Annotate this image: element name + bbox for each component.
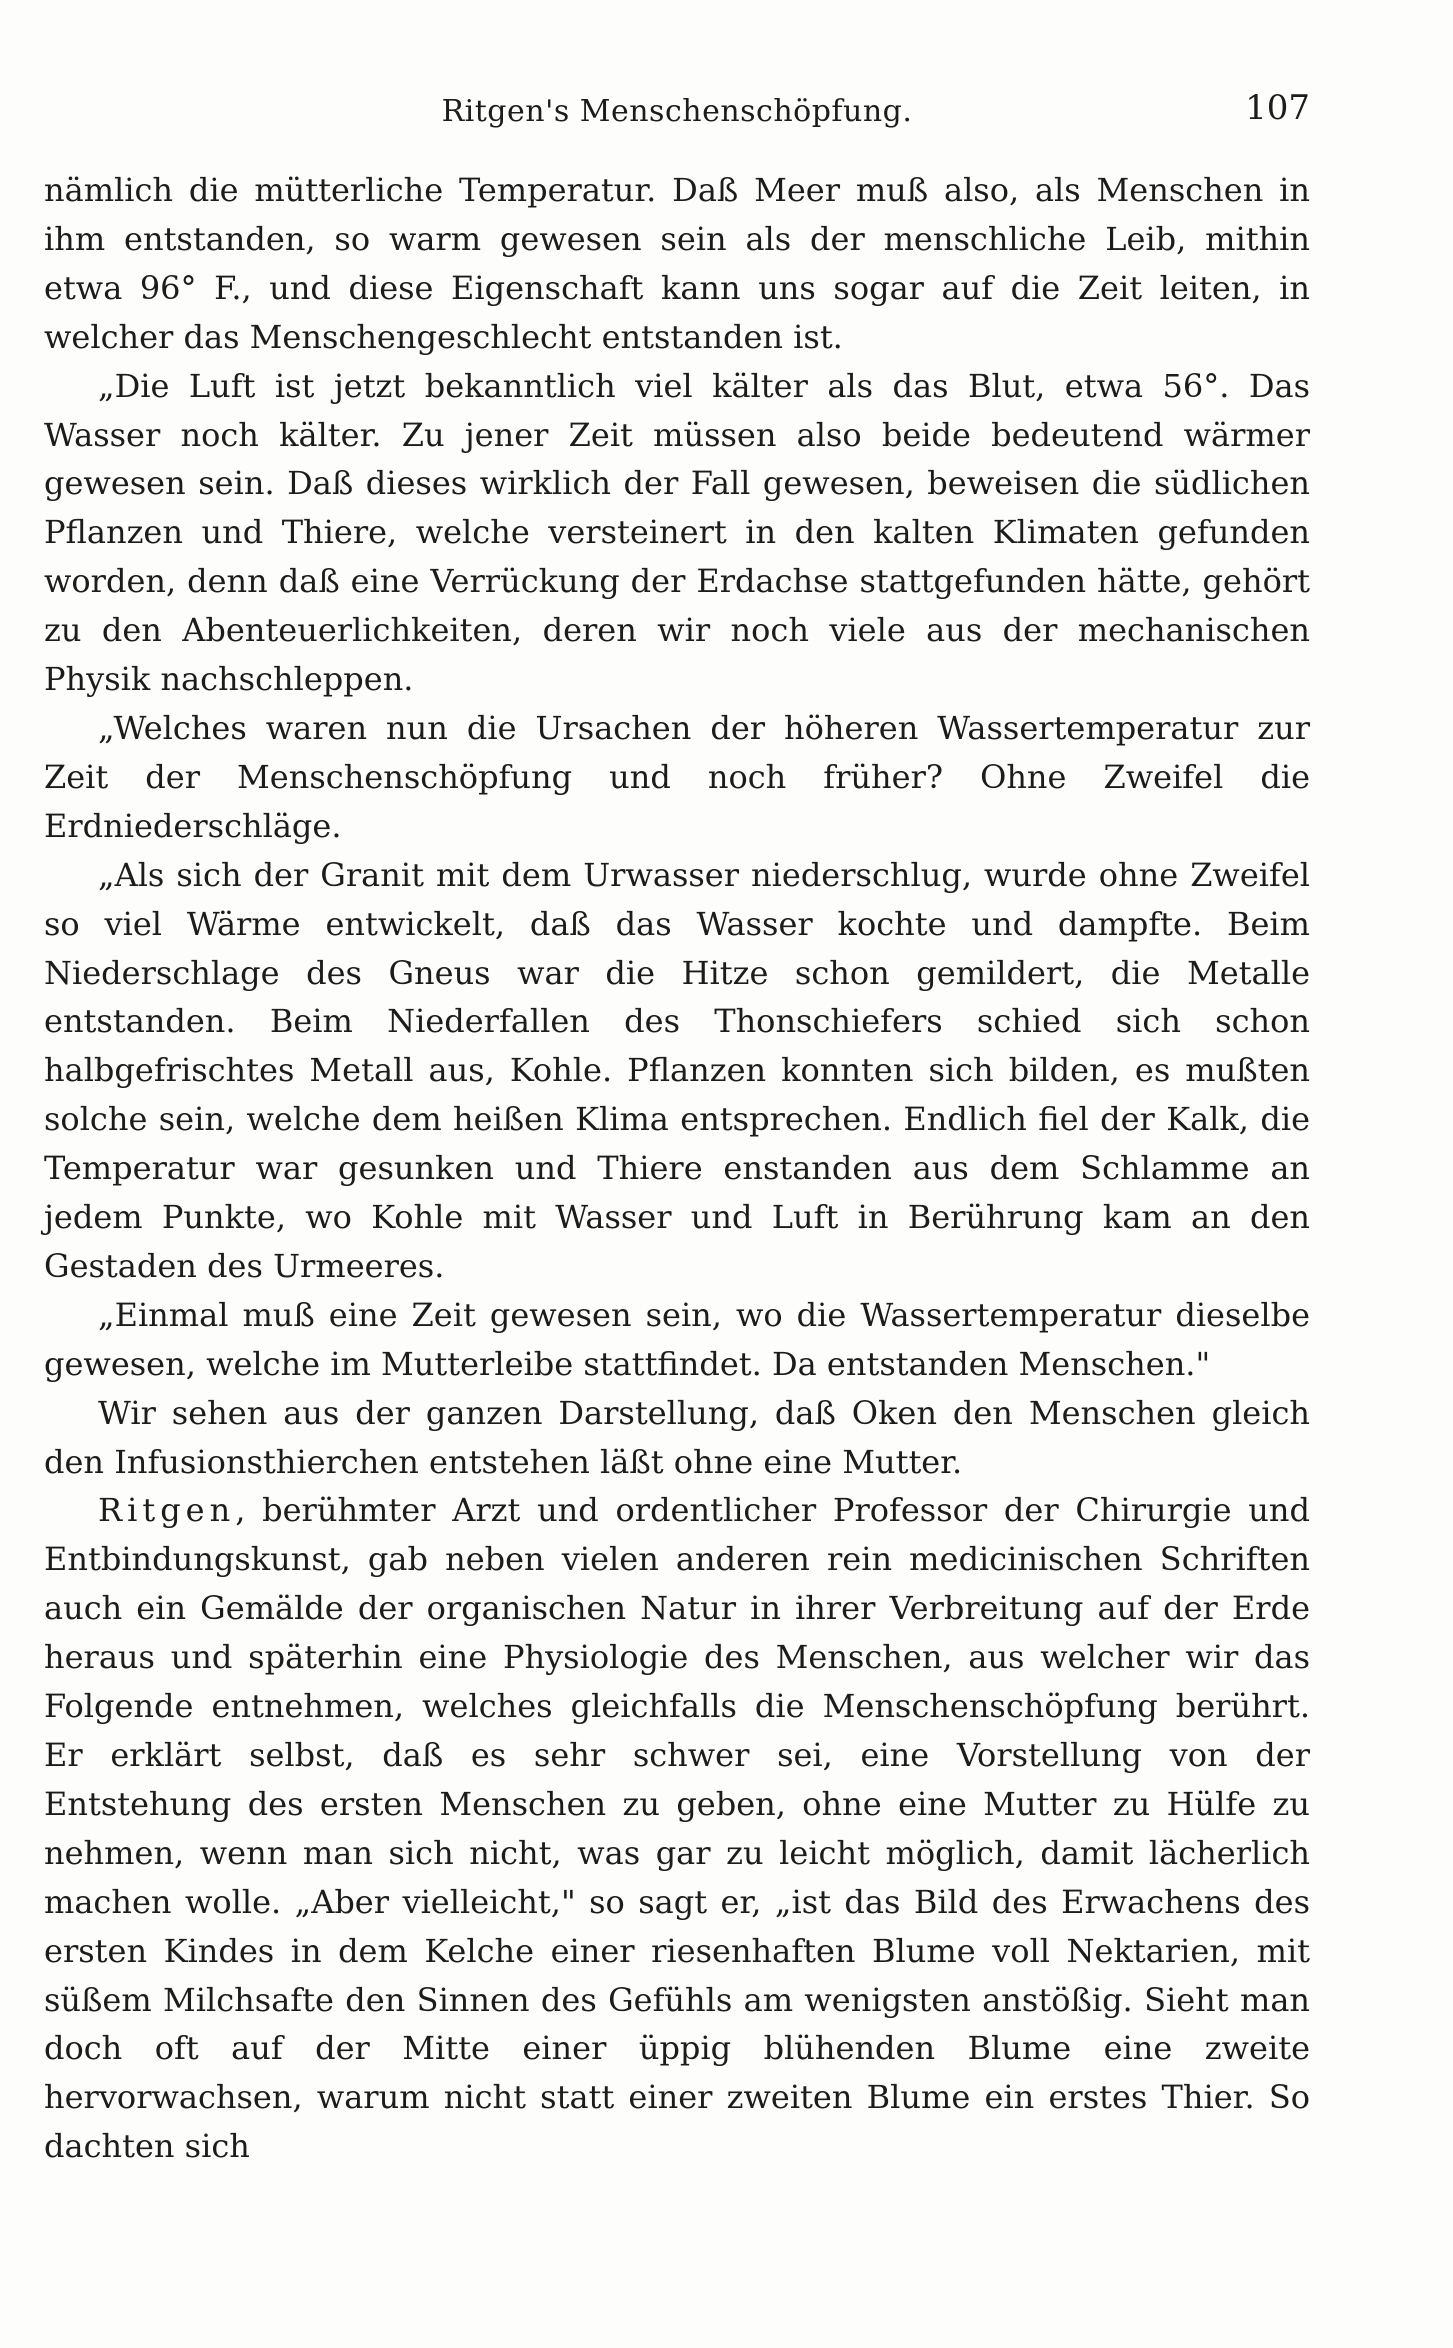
paragraph-ritgen [44, 1486, 1310, 2171]
paragraph-water-temperature-question: „Welches waren nun die Ursachen der höheren Wassertemperatur zur Zeit der Menschenschöpfung und noch früher? Ohne Zweifel die Erdniederschläge. [44, 708, 1310, 845]
page-number: 107 [1245, 88, 1310, 128]
paragraph-human-origin: „Einmal muß eine Zeit gewesen sein, wo die Wassertemperatur dieselbe gewesen, welche im Mutterleibe stattfindet. Da entstanden Menschen." [44, 1295, 1310, 1383]
running-head [44, 88, 1310, 138]
paragraph-air-temperature: „Die Luft ist jetzt bekanntlich viel kälter als das Blut, etwa 56°. Das Wasser noch kälter. Zu jener Zeit müssen also beide bedeutend wärmer gewesen sein. Daß dieses wirklich der Fall gewesen, beweisen die südlichen Pflanzen und Thiere, welche versteinert in den kalten Klimaten gefunden worden, denn daß eine Verrückung der Erdachse stattgefunden hätte, gehört zu den Abenteuerlichkeiten, deren wir noch viele aus der mechanischen Physik nachschleppen. [44, 366, 1310, 699]
paragraph-oken-summary: Wir sehen aus der ganzen Darstellung, daß Oken den Menschen gleich den Infusionsthierchen entstehen läßt ohne eine Mutter. [44, 1393, 1310, 1481]
paragraph-ritgen-text: , berühmter Arzt und ordentlicher Professor der Chirurgie und Entbindungskunst, gab neben vielen anderen rein medicinischen Schriften auch ein Gemälde der organischen Natur in ihrer Verbreitung auf der Erde heraus und späterhin eine Physiologie des Menschen, aus welcher wir das Folgende entnehmen, welches gleichfalls die Menschenschöpfung berührt. Er erklärt selbst, daß es sehr schwer sei, eine Vorstellung von der Entstehung des ersten Menschen zu geben, ohne eine Mutter zu Hülfe zu nehmen, wenn man sich nicht, was gar zu leicht möglich, damit lächerlich machen wolle. „Aber vielleicht," so sagt er, „ist das Bild des Erwachens des ersten Kindes in dem Kelche einer riesenhaften Blume voll Nektarien, mit süßem Milchsafte den Sinnen des Gefühls am wenigsten anstößig. Sieht man doch oft auf der Mitte einer üppig blühenden Blume eine zweite hervorwachsen, warum nicht statt einer zweiten Blume ein erstes Thier. So dachten sich [44, 1491, 1310, 2166]
paragraph-earth-deposits: „Als sich der Granit mit dem Urwasser niederschlug, wurde ohne Zweifel so viel Wärme entwickelt, daß das Wasser kochte und dampfte. Beim Niederschlage des Gneus war die Hitze schon gemildert, die Metalle entstanden. Beim Niederfallen des Thonschiefers schied sich schon halbgefrischtes Metall aus, Kohle. Pflanzen konnten sich bilden, es mußten solche sein, welche dem heißen Klima entsprechen. Endlich fiel der Kalk, die Temperatur war gesunken und Thiere enstanden aus dem Schlamme an jedem Punkte, wo Kohle mit Wasser und Luft in Berührung kam an den Gestaden des Urmeeres. [44, 855, 1310, 1285]
author-name-ritgen: Ritgen [98, 1491, 236, 1530]
running-title: Ritgen's Menschenschöpfung. [441, 94, 913, 129]
body-text [44, 166, 1310, 2171]
paragraph-continuation: nämlich die mütterliche Temperatur. Daß Meer muß also, als Menschen in ihm entstanden, so warm gewesen sein als der menschliche Leib, mithin etwa 96° F., und diese Eigenschaft kann uns sogar auf die Zeit leiten, in welcher das Menschengeschlecht entstanden ist. [44, 171, 1310, 356]
